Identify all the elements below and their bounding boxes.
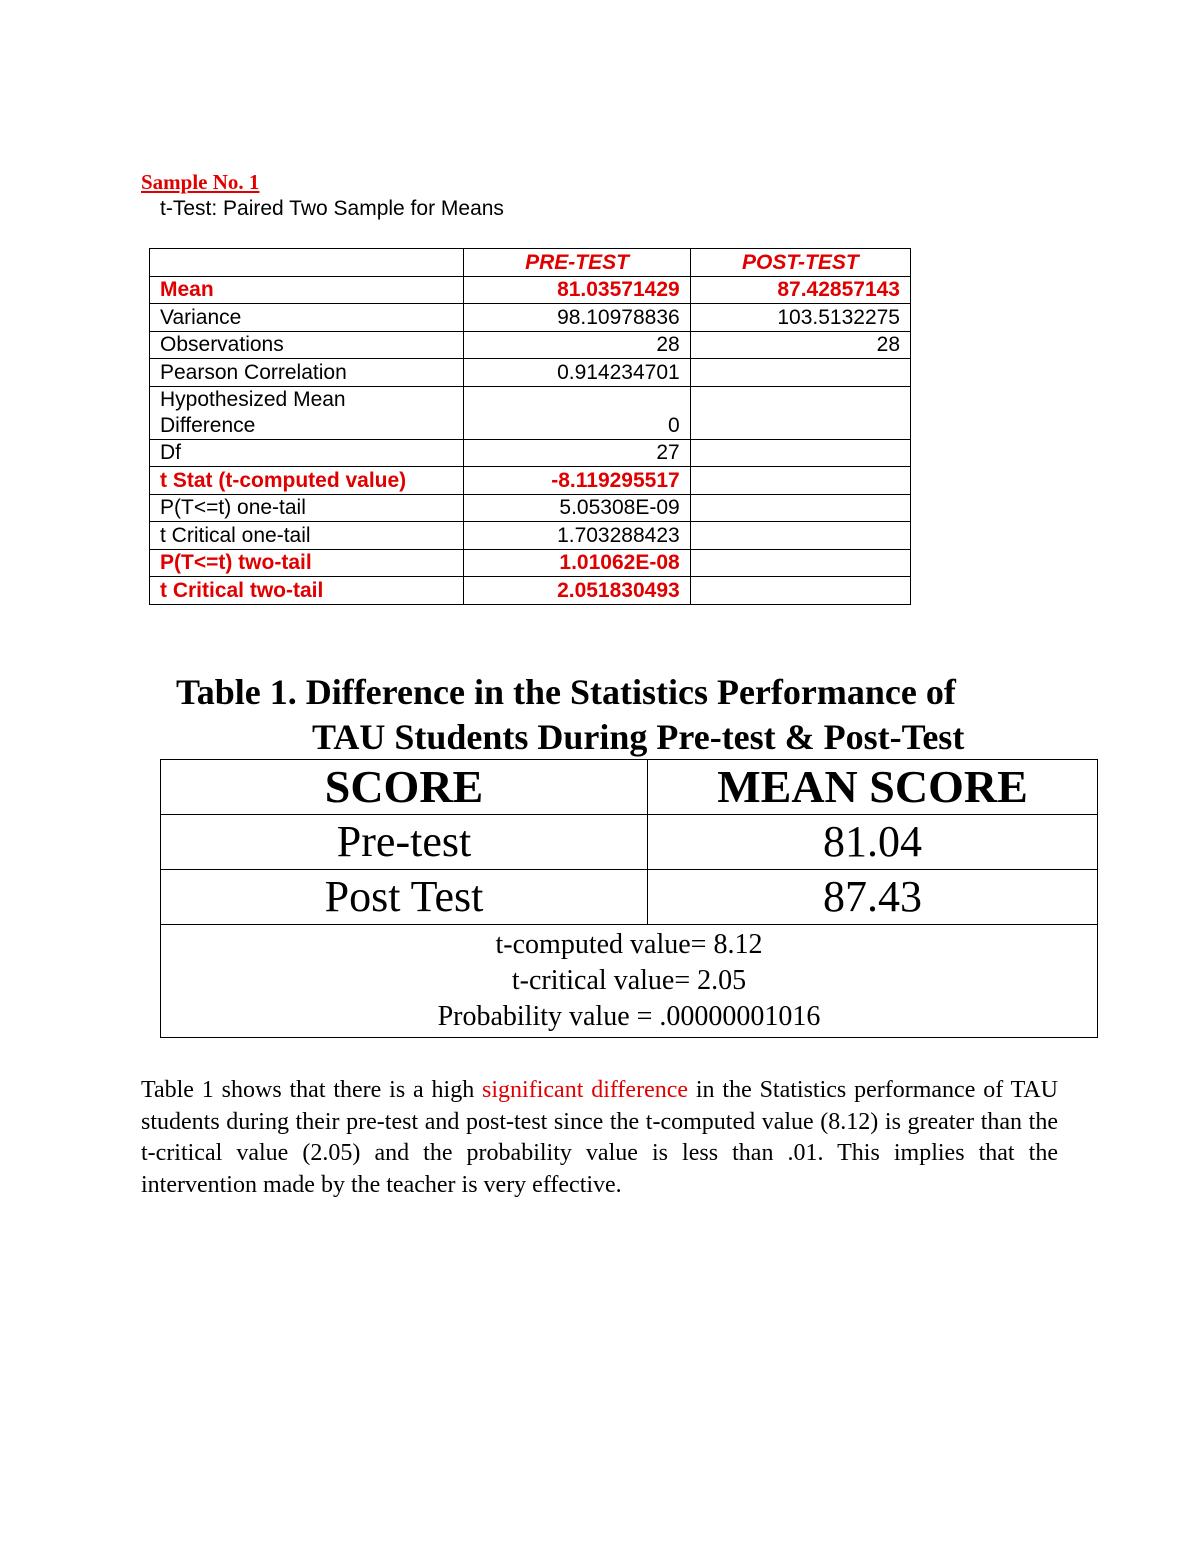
table-row-observations	[150, 331, 911, 359]
posttest-value	[690, 494, 910, 522]
header-cell-posttest: POST-TEST	[690, 249, 910, 277]
row-label: Observations	[150, 331, 464, 359]
mean-score-value: 81.04	[648, 815, 1098, 870]
pretest-value: 1.703288423	[464, 522, 690, 550]
pretest-value: 27	[464, 439, 690, 467]
pretest-value: 0	[464, 386, 690, 439]
score-label: Pre-test	[161, 815, 648, 870]
pretest-value: 28	[464, 331, 690, 359]
table-row-hypothesized	[150, 386, 911, 439]
mean-score-value: 87.43	[648, 870, 1098, 925]
posttest-value: 87.42857143	[690, 276, 910, 304]
header-cell-score: SCORE	[161, 760, 648, 815]
t-critical-line: t-critical value= 2.05	[511, 965, 747, 996]
posttest-value	[690, 522, 910, 550]
posttest-value	[690, 359, 910, 387]
row-label: P(T<=t) one-tail	[150, 494, 464, 522]
posttest-value: 103.5132275	[690, 304, 910, 332]
pretest-value: 2.051830493	[464, 577, 690, 605]
row-label: Mean	[150, 276, 464, 304]
row-label: P(T<=t) two-tail	[150, 549, 464, 577]
table-row-tstat	[150, 467, 911, 495]
pretest-value: -8.119295517	[464, 467, 690, 495]
row-label: Pearson Correlation	[150, 359, 464, 387]
table-row-variance	[150, 304, 911, 332]
posttest-value	[690, 549, 910, 577]
pretest-value: 98.10978836	[464, 304, 690, 332]
row-label: t Stat (t-computed value)	[150, 467, 464, 495]
pretest-value: 0.914234701	[464, 359, 690, 387]
table1-title	[160, 670, 1040, 760]
header-cell-pretest: PRE-TEST	[464, 249, 690, 277]
row-label	[150, 386, 464, 439]
table-row-pretest	[161, 815, 1098, 870]
t-computed-line: t-computed value= 8.12	[495, 929, 763, 960]
table1-title-line1: Table 1. Difference in the Statistics Performance of	[176, 672, 956, 712]
interpretation-paragraph	[141, 1075, 1058, 1201]
posttest-value	[690, 467, 910, 495]
table-row-p-one-tail	[150, 494, 911, 522]
sample-heading: Sample No. 1	[141, 170, 260, 194]
table-row-t-critical-one-tail	[150, 522, 911, 550]
row-label: Variance	[150, 304, 464, 332]
posttest-value	[690, 577, 910, 605]
table-row-posttest	[161, 870, 1098, 925]
mean-score-table	[160, 759, 1098, 1038]
table-row-df	[150, 439, 911, 467]
score-label: Post Test	[161, 870, 648, 925]
posttest-value	[690, 439, 910, 467]
table1-title-line2: TAU Students During Pre-test & Post-Test	[312, 717, 965, 757]
ttest-results-table	[149, 248, 911, 605]
table-row-mean	[150, 276, 911, 304]
row-label: Df	[150, 439, 464, 467]
paragraph-text-before: Table 1 shows that there is a high	[141, 1077, 483, 1103]
row-label: t Critical two-tail	[150, 577, 464, 605]
pretest-value: 81.03571429	[464, 276, 690, 304]
header-cell-mean-score: MEAN SCORE	[648, 760, 1098, 815]
table-row-p-two-tail	[150, 549, 911, 577]
table-header-row	[161, 760, 1098, 815]
paragraph-text-after: in the Statistics performance of TAU students during their pre-test and post-test since the t-computed value (8.12) is greater than the t-critical value (2.05) and the probability value is less than .01. This implies that the intervention made by the teacher is very effective.	[141, 1077, 1059, 1198]
posttest-value: 28	[690, 331, 910, 359]
row-label: t Critical one-tail	[150, 522, 464, 550]
summary-cell	[161, 925, 1098, 1038]
header-cell-blank	[150, 249, 464, 277]
table-row-t-critical-two-tail	[150, 577, 911, 605]
row-label-line2: Difference	[160, 413, 256, 437]
probability-line: Probability value = .00000001016	[437, 1001, 821, 1032]
pretest-value: 5.05308E-09	[464, 494, 690, 522]
posttest-value	[690, 386, 910, 439]
table-header-row	[150, 249, 911, 277]
paragraph-highlight: significant difference	[482, 1077, 689, 1103]
ttest-caption: t-Test: Paired Two Sample for Means	[160, 197, 504, 220]
pretest-value: 1.01062E-08	[464, 549, 690, 577]
row-label-line1: Hypothesized Mean	[160, 387, 346, 411]
table-row-pearson	[150, 359, 911, 387]
table-row-summary	[161, 925, 1098, 1038]
